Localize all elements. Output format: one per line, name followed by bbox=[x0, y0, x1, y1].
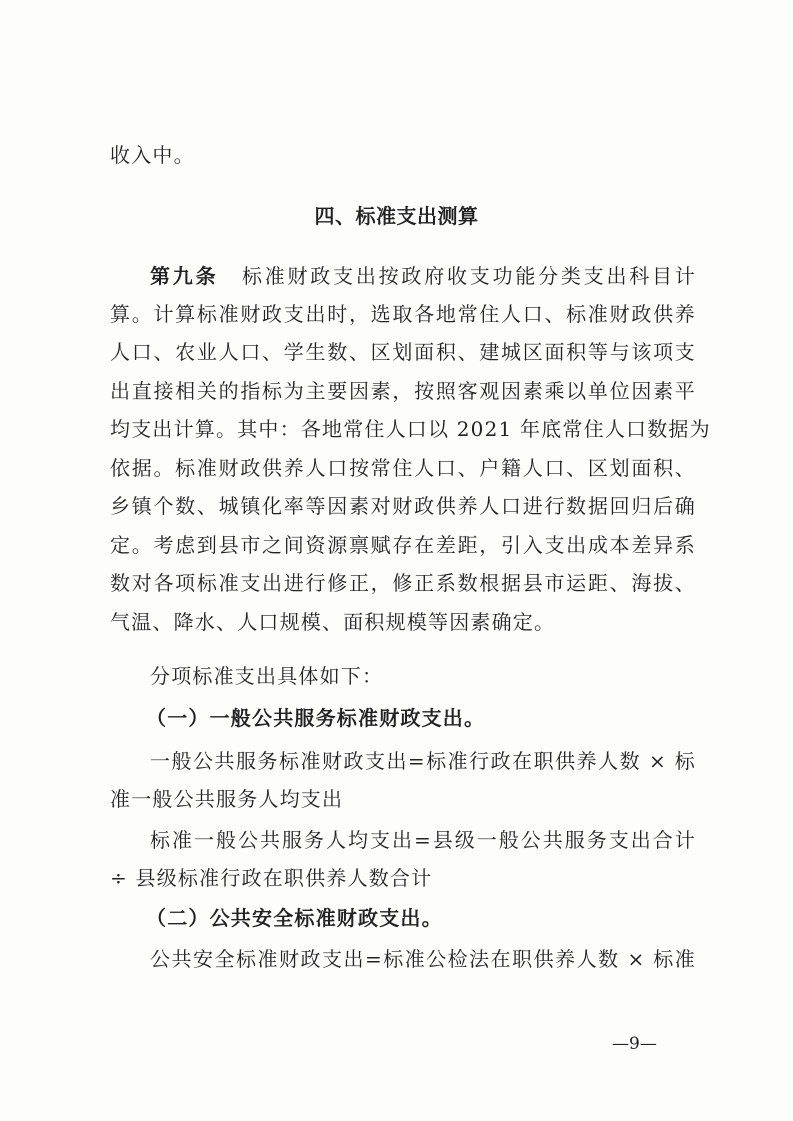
article-label: 第九条 bbox=[150, 264, 219, 288]
item1-formula1-line2: 准一般公共服务人均支出 bbox=[110, 787, 344, 811]
article-text-line: 均支出计算。其中：各地常住人口以 2021 年底常住人口数据为 bbox=[110, 417, 711, 441]
item1-formula2-line1: 标准一般公共服务人均支出=县级一般公共服务支出合计 bbox=[150, 828, 696, 852]
article-text-line: 算。计算标准财政支出时，选取各地常住人口、标准财政供养 bbox=[110, 302, 696, 326]
item1-formula2-line2: ÷ 县级标准行政在职供养人数合计 bbox=[110, 866, 433, 890]
article-first-line bbox=[150, 262, 696, 290]
article-text-line: 气温、降水、人口规模、面积规模等因素确定。 bbox=[110, 610, 556, 634]
article-text-line: 数对各项标准支出进行修正，修正系数根据县市运距、海拔、 bbox=[110, 571, 696, 595]
section-heading: 四、标准支出测算 bbox=[314, 204, 479, 228]
article-text-line: 人口、农业人口、学生数、区划面积、建城区面积等与该项支 bbox=[110, 340, 696, 364]
item2-formula1-line1: 公共安全标准财政支出=标准公检法在职供养人数 × 标准 bbox=[150, 947, 696, 971]
article-text-line: 依据。标准财政供养人口按常住人口、户籍人口、区划面积、 bbox=[110, 456, 696, 480]
intro-text: 分项标准支出具体如下： bbox=[150, 664, 384, 688]
page-number: —9— bbox=[612, 1034, 657, 1054]
article-text-line: 定。考虑到县市之间资源禀赋存在差距，引入支出成本差异系 bbox=[110, 533, 696, 557]
item1-formula1-line1: 一般公共服务标准财政支出=标准行政在职供养人数 × 标 bbox=[150, 749, 696, 773]
item2-heading: （二）公共安全标准财政支出。 bbox=[146, 906, 443, 930]
article-text-line: 出直接相关的指标为主要因素，按照客观因素乘以单位因素平 bbox=[110, 379, 696, 403]
article-text-line: 标准财政支出按政府收支功能分类支出科目计 bbox=[240, 264, 697, 288]
item1-heading: （一）一般公共服务标准财政支出。 bbox=[146, 706, 486, 730]
article-text-line: 乡镇个数、城镇化率等因素对财政供养人口进行数据回归后确 bbox=[110, 494, 696, 518]
continuation-text: 收入中。 bbox=[110, 143, 195, 167]
